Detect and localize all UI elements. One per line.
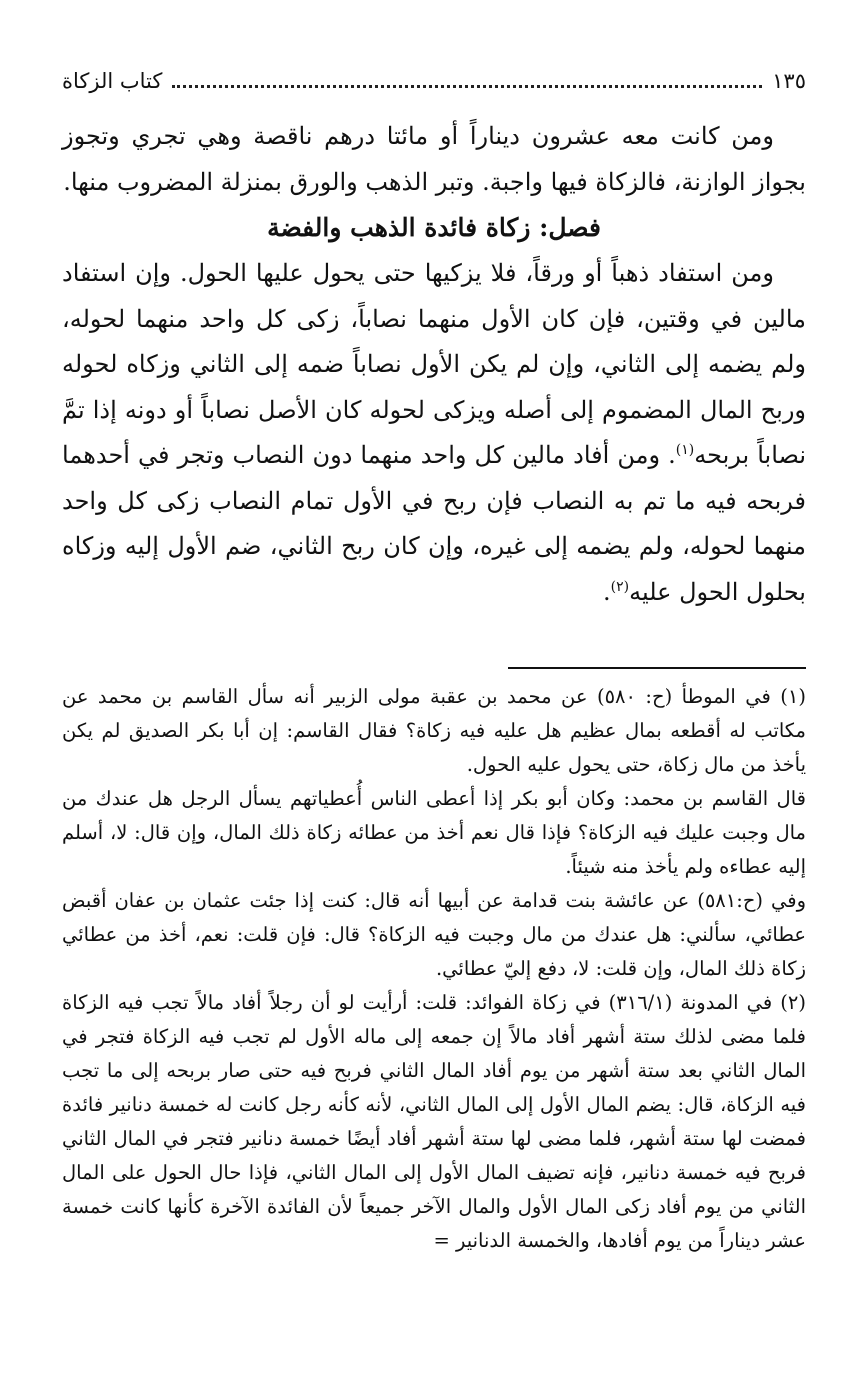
paragraph-1: ومن كانت معه عشرون ديناراً أو مائتا درهم ناقصة وهي تجري وتجوز بجواز الوازنة، فالزكاة فيها واجبة. وتبر الذهب والورق بمنزلة المضروب منها. — [62, 122, 806, 196]
footnote-1-para-2: قال القاسم بن محمد: وكان أبو بكر إذا أعطى الناس أُعطياتهم يسأل الرجل هل عندك من مال وجبت عليك فيه الزكاة؟ فإذا قال نعم أخذ من عطائه زكاة ذلك المال، وإن قال: لا، أسلم إليه عطاءه ولم يأخذ منه شيئاً. — [62, 787, 806, 878]
running-header — [62, 58, 806, 94]
chapter-title: كتاب الزكاة — [62, 69, 163, 93]
footnotes — [62, 680, 806, 1258]
paragraph-2-end: . — [602, 577, 611, 606]
footnote-1-para-1: (١) في الموطأ (ح: ٥٨٠) عن محمد بن عقبة مولى الزبير أنه سأل القاسم بن محمد عن مكاتب له أقطعه بمال عظيم هل عليه فيه زكاة؟ فقال القاسم: إن أبا بكر الصديق لم يكن يأخذ من مال زكاة، حتى يحول عليه الحول. — [62, 685, 806, 776]
section-heading: فصل: زكاة فائدة الذهب والفضة — [267, 213, 601, 242]
paragraph-2 — [62, 251, 806, 615]
paragraph-2-part-b: . ومن أفاد مالين كل واحد منهما دون النصاب وتجر في أحدهما فربحه فيه ما تم به النصاب فإن ربح في الأول تمام النصاب زكى كل واحد منهما لحوله، ولم يضمه إلى غيره، وإن كان ربح الثاني، ضم الأول إليه وزكاه بحلول الحول عليه — [62, 441, 807, 606]
footnote-ref-2[interactable]: (٢) — [610, 578, 630, 595]
footnote-separator — [508, 667, 806, 669]
page-number: ١٣٥ — [772, 69, 806, 93]
footnote-1-para-3: وفي (ح:٥٨١) عن عائشة بنت قدامة عن أبيها أنه قال: كنت إذا جئت عثمان بن عفان أقبض عطائي، سألني: هل عندك من مال وجبت فيه الزكاة؟ قال: فإن قلت: نعم، أخذ من عطائي زكاة ذلك المال، وإن قلت: لا، دفع إليّ عطائي. — [62, 889, 806, 980]
footnote-2-para-1: (٢) في المدونة (٣١٦/١) في زكاة الفوائد: قلت: أرأيت لو أن رجلاً أفاد مالاً تجب فيه الزكاة فلما مضى لذلك ستة أشهر أفاد مالاً إن جمعه إلى ماله الأول لم تجب فيه الزكاة فتجر في المال الثاني بعد ستة أشهر من يوم أفاد المال الثاني فربح فيه حتى صار بربحه إلى ما تجب فيه الزكاة، قال: يضم المال الأول إلى المال الثاني، لأنه كأنه رجل كانت له خمسة دنانير فائدة فمضت لها ستة أشهر، فلما مضى لها ستة أشهر أفاد أيضًا خمسة دنانير فتجر في المال الثاني فربح فيه خمسة دنانير، فإنه تضيف المال الأول إلى المال الثاني، فإذا حال الحول على المال الثاني من يوم أفاد زكى المال الأول والمال الآخر جميعاً لأن الفائدة الآخرة كأنها كانت خمسة عشر ديناراً من يوم أفادها، والخمسة الدنانير = — [62, 991, 806, 1252]
header-dot-leader — [172, 85, 762, 88]
footnote-ref-1[interactable]: (١) — [675, 442, 695, 458]
paragraph-2-part-a: ومن استفاد ذهباً أو ورقاً، فلا يزكيها حتى يحول عليها الحول. وإن استفاد مالين في وقتين، فإن كان الأول منهما نصاباً، زكى كل واحد منهما لحوله، ولم يضمه إلى الثاني، وإن لم يكن الأول نصاباً ضمه إلى الثاني وزكاه لحوله وربح المال المضموم إلى أصله ويزكى لحوله كان الأصل نصاباً أو دونه إذا تمَّ نصاباً بربحه — [62, 259, 807, 469]
main-text — [62, 114, 806, 615]
